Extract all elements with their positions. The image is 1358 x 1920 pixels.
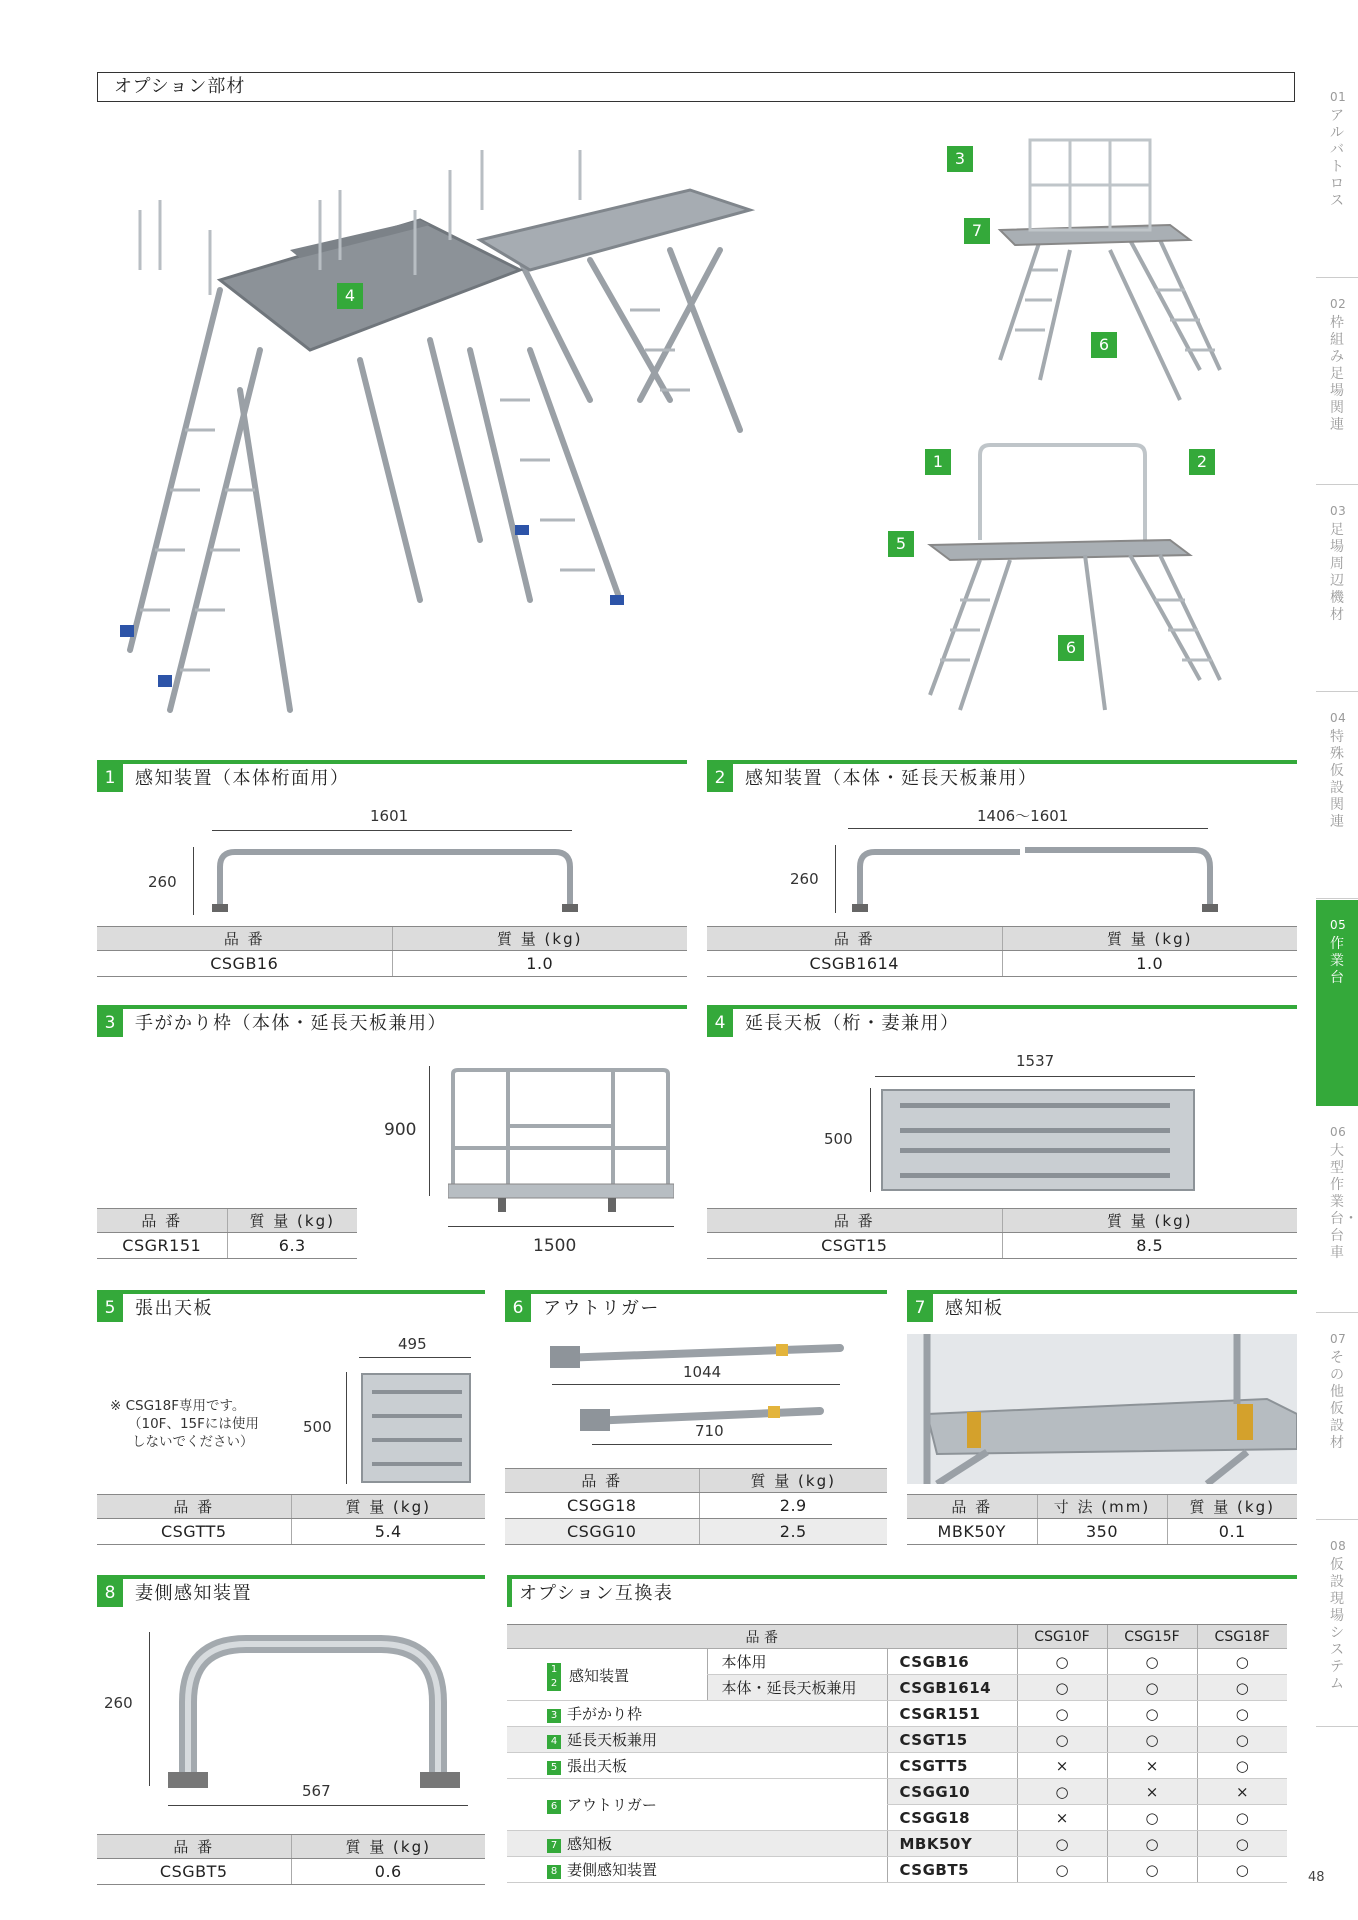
dim-height: 500 bbox=[824, 1130, 853, 1148]
dim-line bbox=[552, 1384, 840, 1385]
item-4-spec-table bbox=[707, 1208, 1297, 1259]
part-weight: 5.4 bbox=[291, 1519, 485, 1545]
part-code: CSGB16 bbox=[97, 951, 392, 977]
compat-name-cell bbox=[507, 1727, 887, 1753]
col-part-no: 品 番 bbox=[97, 1835, 291, 1859]
compat-name-cell bbox=[507, 1753, 887, 1779]
compat-mark: × bbox=[1017, 1753, 1107, 1779]
dim-line bbox=[835, 845, 836, 913]
compat-mark: ○ bbox=[1107, 1701, 1197, 1727]
compat-name-cell: 1 2 感知装置 bbox=[507, 1649, 707, 1701]
col-weight: 質 量 (kg) bbox=[291, 1835, 485, 1859]
compat-code: MBK50Y bbox=[887, 1831, 1017, 1857]
header-accent-bar bbox=[507, 1579, 512, 1607]
item-name: 妻側感知装置 bbox=[135, 1583, 252, 1604]
dim-line bbox=[429, 1066, 430, 1196]
part-code: CSGB1614 bbox=[707, 951, 1002, 977]
item-number: 7 bbox=[907, 1294, 933, 1322]
compat-code: CSGBT5 bbox=[887, 1857, 1017, 1883]
item-name: 感知装置（本体・延長天板兼用） bbox=[745, 768, 1038, 789]
end-sensor-drawing bbox=[158, 1632, 478, 1792]
photo-label-1: 1 bbox=[925, 449, 951, 475]
compat-subname: 本体用 bbox=[707, 1649, 887, 1675]
dim-height: 260 bbox=[104, 1694, 133, 1712]
dim-width: 567 bbox=[302, 1782, 331, 1800]
row-badge: 3 bbox=[547, 1709, 561, 1723]
col-weight: 質 量 (kg) bbox=[227, 1209, 357, 1233]
dim-line bbox=[149, 1632, 150, 1786]
tab-03[interactable] bbox=[1316, 486, 1358, 692]
item-7-spec-table bbox=[907, 1494, 1297, 1545]
item-2-header bbox=[707, 760, 1297, 792]
item-5-header bbox=[97, 1290, 485, 1322]
compat-mark: ○ bbox=[1107, 1831, 1197, 1857]
part-weight: 2.5 bbox=[699, 1519, 887, 1545]
compat-mark: ○ bbox=[1107, 1675, 1197, 1701]
photo-label-4: 4 bbox=[337, 283, 363, 309]
dim-line bbox=[346, 1372, 347, 1484]
col-weight: 質 量 (kg) bbox=[1002, 1209, 1297, 1233]
compat-mark: ○ bbox=[1197, 1727, 1287, 1753]
photo-label-2: 2 bbox=[1189, 449, 1215, 475]
overhang-deck-drawing bbox=[360, 1372, 472, 1484]
col-csg18f: CSG18F bbox=[1197, 1625, 1287, 1649]
item-name: 感知装置（本体桁面用） bbox=[135, 768, 350, 789]
compat-name: 感知板 bbox=[567, 1835, 613, 1853]
dim-line bbox=[848, 828, 1208, 829]
col-part-no: 品 番 bbox=[707, 1209, 1002, 1233]
dim-line bbox=[212, 830, 572, 831]
row-badge: 6 bbox=[547, 1800, 561, 1814]
tab-number: 05 bbox=[1330, 918, 1347, 932]
item-number: 4 bbox=[707, 1009, 733, 1037]
compat-mark: × bbox=[1017, 1805, 1107, 1831]
sensor-plate-photo bbox=[907, 1334, 1297, 1484]
part-weight: 0.1 bbox=[1167, 1519, 1297, 1545]
compat-code: CSGR151 bbox=[887, 1701, 1017, 1727]
item-number: 8 bbox=[97, 1579, 123, 1607]
dim-width: 1537 bbox=[1016, 1052, 1055, 1070]
part-code: CSGTT5 bbox=[97, 1519, 291, 1545]
tab-label: 特殊仮設関連 bbox=[1330, 729, 1344, 830]
part-weight: 6.3 bbox=[227, 1233, 357, 1259]
dim-width: 495 bbox=[398, 1335, 427, 1353]
note-line: （10F、15Fには使用 bbox=[128, 1416, 259, 1432]
item-6-spec-table bbox=[505, 1468, 887, 1545]
dim-height: 900 bbox=[384, 1120, 417, 1140]
col-weight: 質 量 (kg) bbox=[699, 1469, 887, 1493]
item-number: 3 bbox=[97, 1009, 123, 1037]
part-weight: 0.6 bbox=[291, 1859, 485, 1885]
item-2-spec-table bbox=[707, 926, 1297, 977]
photo-label-6a: 6 bbox=[1091, 332, 1117, 358]
dim-line bbox=[359, 1357, 471, 1358]
compat-mark: × bbox=[1107, 1779, 1197, 1805]
col-part: 品 番 bbox=[507, 1625, 1017, 1649]
compat-code: CSGB16 bbox=[887, 1649, 1017, 1675]
item-name: 感知板 bbox=[945, 1298, 1004, 1319]
dim-line bbox=[870, 1088, 871, 1192]
col-part-no: 品 番 bbox=[97, 1495, 291, 1519]
part-code: CSGT15 bbox=[707, 1233, 1002, 1259]
tab-label: その他仮設材 bbox=[1330, 1350, 1344, 1451]
tab-label: アルバトロス bbox=[1330, 108, 1344, 209]
tab-label: 足場周辺機材 bbox=[1330, 522, 1344, 623]
compat-code: CSGB1614 bbox=[887, 1675, 1017, 1701]
sensor-bar-drawing bbox=[210, 842, 580, 916]
handrail-frame-drawing bbox=[448, 1066, 674, 1216]
compat-code: CSGG18 bbox=[887, 1805, 1017, 1831]
item-number: 1 bbox=[97, 764, 123, 792]
compat-mark: ○ bbox=[1197, 1753, 1287, 1779]
tab-number: 03 bbox=[1330, 504, 1347, 518]
dim-height: 260 bbox=[148, 873, 177, 891]
item-5-spec-table bbox=[97, 1494, 485, 1545]
col-csg15f: CSG15F bbox=[1107, 1625, 1197, 1649]
compat-mark: ○ bbox=[1107, 1727, 1197, 1753]
compat-mark: ○ bbox=[1197, 1831, 1287, 1857]
tab-label: 仮設現場システム bbox=[1330, 1557, 1344, 1692]
item-4-header bbox=[707, 1005, 1297, 1037]
part-code: CSGR151 bbox=[97, 1233, 227, 1259]
dim-width: 1500 bbox=[533, 1236, 577, 1256]
item-3-header bbox=[97, 1005, 687, 1037]
col-part-no: 品 番 bbox=[505, 1469, 699, 1493]
part-weight: 8.5 bbox=[1002, 1233, 1297, 1259]
col-weight: 質 量 (kg) bbox=[291, 1495, 485, 1519]
tab-06[interactable] bbox=[1316, 1107, 1358, 1313]
page-title: オプション部材 bbox=[97, 72, 1295, 102]
part-weight: 2.9 bbox=[699, 1493, 887, 1519]
row-badge: 2 bbox=[547, 1677, 561, 1691]
col-part-no: 品 番 bbox=[907, 1495, 1037, 1519]
item-7-header bbox=[907, 1290, 1297, 1322]
part-code: CSGG18 bbox=[505, 1493, 699, 1519]
compat-mark: ○ bbox=[1197, 1805, 1287, 1831]
item-number: 6 bbox=[505, 1294, 531, 1322]
compat-code: CSGTT5 bbox=[887, 1753, 1017, 1779]
compat-title: オプション互換表 bbox=[519, 1583, 674, 1604]
page-number: 48 bbox=[1308, 1870, 1325, 1885]
compat-mark: ○ bbox=[1197, 1857, 1287, 1883]
tab-02[interactable] bbox=[1316, 279, 1358, 485]
work-platform-main-photo bbox=[100, 150, 980, 720]
tab-number: 01 bbox=[1330, 90, 1347, 104]
tab-number: 04 bbox=[1330, 711, 1347, 725]
photo-label-7: 7 bbox=[964, 218, 990, 244]
item-1-header bbox=[97, 760, 687, 792]
part-code: MBK50Y bbox=[907, 1519, 1037, 1545]
tab-08[interactable] bbox=[1316, 1521, 1358, 1727]
item-1-spec-table bbox=[97, 926, 687, 977]
compat-mark: ○ bbox=[1017, 1831, 1107, 1857]
dim-width: 1601 bbox=[370, 807, 409, 825]
item-number: 2 bbox=[707, 764, 733, 792]
usage-note bbox=[110, 1397, 259, 1451]
row-badge: 8 bbox=[547, 1865, 561, 1879]
compat-name: 手がかり枠 bbox=[567, 1705, 643, 1723]
row-badge: 7 bbox=[547, 1839, 561, 1853]
tab-number: 07 bbox=[1330, 1332, 1347, 1346]
item-8-spec-table bbox=[97, 1834, 485, 1885]
item-3-spec-table bbox=[97, 1208, 357, 1259]
part-size: 350 bbox=[1037, 1519, 1167, 1545]
compat-mark: × bbox=[1107, 1753, 1197, 1779]
tab-05[interactable] bbox=[1316, 900, 1358, 1106]
tab-label: 大型作業台・台車 bbox=[1330, 1143, 1358, 1261]
dim-width: 1406～1601 bbox=[977, 807, 1069, 825]
tab-07[interactable] bbox=[1316, 1314, 1358, 1520]
dim-height: 500 bbox=[303, 1418, 332, 1436]
compat-mark: × bbox=[1197, 1779, 1287, 1805]
photo-label-5: 5 bbox=[888, 531, 914, 557]
compat-mark: ○ bbox=[1017, 1675, 1107, 1701]
platform-with-sensor-photo bbox=[910, 440, 1240, 720]
compat-name-cell bbox=[507, 1779, 887, 1831]
col-csg10f: CSG10F bbox=[1017, 1625, 1107, 1649]
item-number: 5 bbox=[97, 1294, 123, 1322]
item-name: アウトリガー bbox=[543, 1298, 660, 1319]
item-name: 延長天板（桁・妻兼用） bbox=[745, 1013, 960, 1034]
compat-name: 延長天板兼用 bbox=[567, 1731, 658, 1749]
col-part-no: 品 番 bbox=[97, 927, 392, 951]
note-line: ※ CSG18F専用です。 bbox=[110, 1398, 246, 1414]
photo-label-3: 3 bbox=[947, 146, 973, 172]
compat-subname: 本体・延長天板兼用 bbox=[707, 1675, 887, 1701]
dim-line bbox=[193, 847, 194, 915]
compat-mark: ○ bbox=[1017, 1727, 1107, 1753]
sensor-bar-telescopic-drawing bbox=[850, 842, 1220, 916]
col-weight: 質 量 (kg) bbox=[392, 927, 687, 951]
compat-mark: ○ bbox=[1017, 1779, 1107, 1805]
compatibility-table bbox=[507, 1624, 1287, 1883]
compat-mark: ○ bbox=[1017, 1857, 1107, 1883]
part-code: CSGBT5 bbox=[97, 1859, 291, 1885]
compat-name-cell bbox=[507, 1857, 887, 1883]
part-code: CSGG10 bbox=[505, 1519, 699, 1545]
compat-code: CSGG10 bbox=[887, 1779, 1017, 1805]
tab-number: 08 bbox=[1330, 1539, 1347, 1553]
col-weight: 質 量 (kg) bbox=[1167, 1495, 1297, 1519]
col-part-no: 品 番 bbox=[707, 927, 1002, 951]
tab-number: 06 bbox=[1330, 1125, 1347, 1139]
dim-line bbox=[592, 1444, 832, 1445]
compat-mark: ○ bbox=[1197, 1649, 1287, 1675]
dim-length-1: 1044 bbox=[683, 1363, 722, 1381]
item-6-header bbox=[505, 1290, 887, 1322]
tab-label: 作業台 bbox=[1330, 936, 1344, 986]
compat-code: CSGT15 bbox=[887, 1727, 1017, 1753]
part-weight: 1.0 bbox=[1002, 951, 1297, 977]
compat-name-cell bbox=[507, 1701, 887, 1727]
item-name: 張出天板 bbox=[135, 1298, 213, 1319]
photo-label-6b: 6 bbox=[1058, 635, 1084, 661]
col-part-no: 品 番 bbox=[97, 1209, 227, 1233]
extension-deck-drawing bbox=[880, 1088, 1196, 1192]
dim-length-2: 710 bbox=[695, 1422, 724, 1440]
dim-line bbox=[168, 1805, 468, 1806]
item-name: 手がかり枠（本体・延長天板兼用） bbox=[135, 1013, 447, 1034]
col-size: 寸 法 (mm) bbox=[1037, 1495, 1167, 1519]
compat-mark: ○ bbox=[1017, 1649, 1107, 1675]
col-weight: 質 量 (kg) bbox=[1002, 927, 1297, 951]
compat-name: 妻側感知装置 bbox=[567, 1861, 658, 1879]
platform-with-handrail-photo bbox=[930, 130, 1240, 420]
note-line: しないでください） bbox=[132, 1434, 254, 1450]
tab-label: 枠組み足場関連 bbox=[1330, 315, 1344, 433]
compat-mark: ○ bbox=[1017, 1701, 1107, 1727]
row-badge: 4 bbox=[547, 1735, 561, 1749]
item-8-header bbox=[97, 1575, 485, 1607]
row-badge: 1 bbox=[547, 1663, 561, 1677]
tab-01[interactable] bbox=[1316, 72, 1358, 278]
dim-line bbox=[448, 1226, 674, 1227]
tab-number: 02 bbox=[1330, 297, 1347, 311]
compat-mark: ○ bbox=[1107, 1805, 1197, 1831]
tab-04[interactable] bbox=[1316, 693, 1358, 899]
compat-mark: ○ bbox=[1197, 1701, 1287, 1727]
row-badge: 5 bbox=[547, 1761, 561, 1775]
compat-name: アウトリガー bbox=[567, 1796, 657, 1814]
compat-name-cell bbox=[507, 1831, 887, 1857]
dim-line bbox=[875, 1076, 1195, 1077]
compat-mark: ○ bbox=[1107, 1857, 1197, 1883]
outrigger-drawing bbox=[550, 1336, 860, 1436]
compat-name: 張出天板 bbox=[567, 1757, 628, 1775]
compat-mark: ○ bbox=[1107, 1649, 1197, 1675]
dim-height: 260 bbox=[790, 870, 819, 888]
compat-mark: ○ bbox=[1197, 1675, 1287, 1701]
compat-header bbox=[507, 1575, 1297, 1607]
part-weight: 1.0 bbox=[392, 951, 687, 977]
